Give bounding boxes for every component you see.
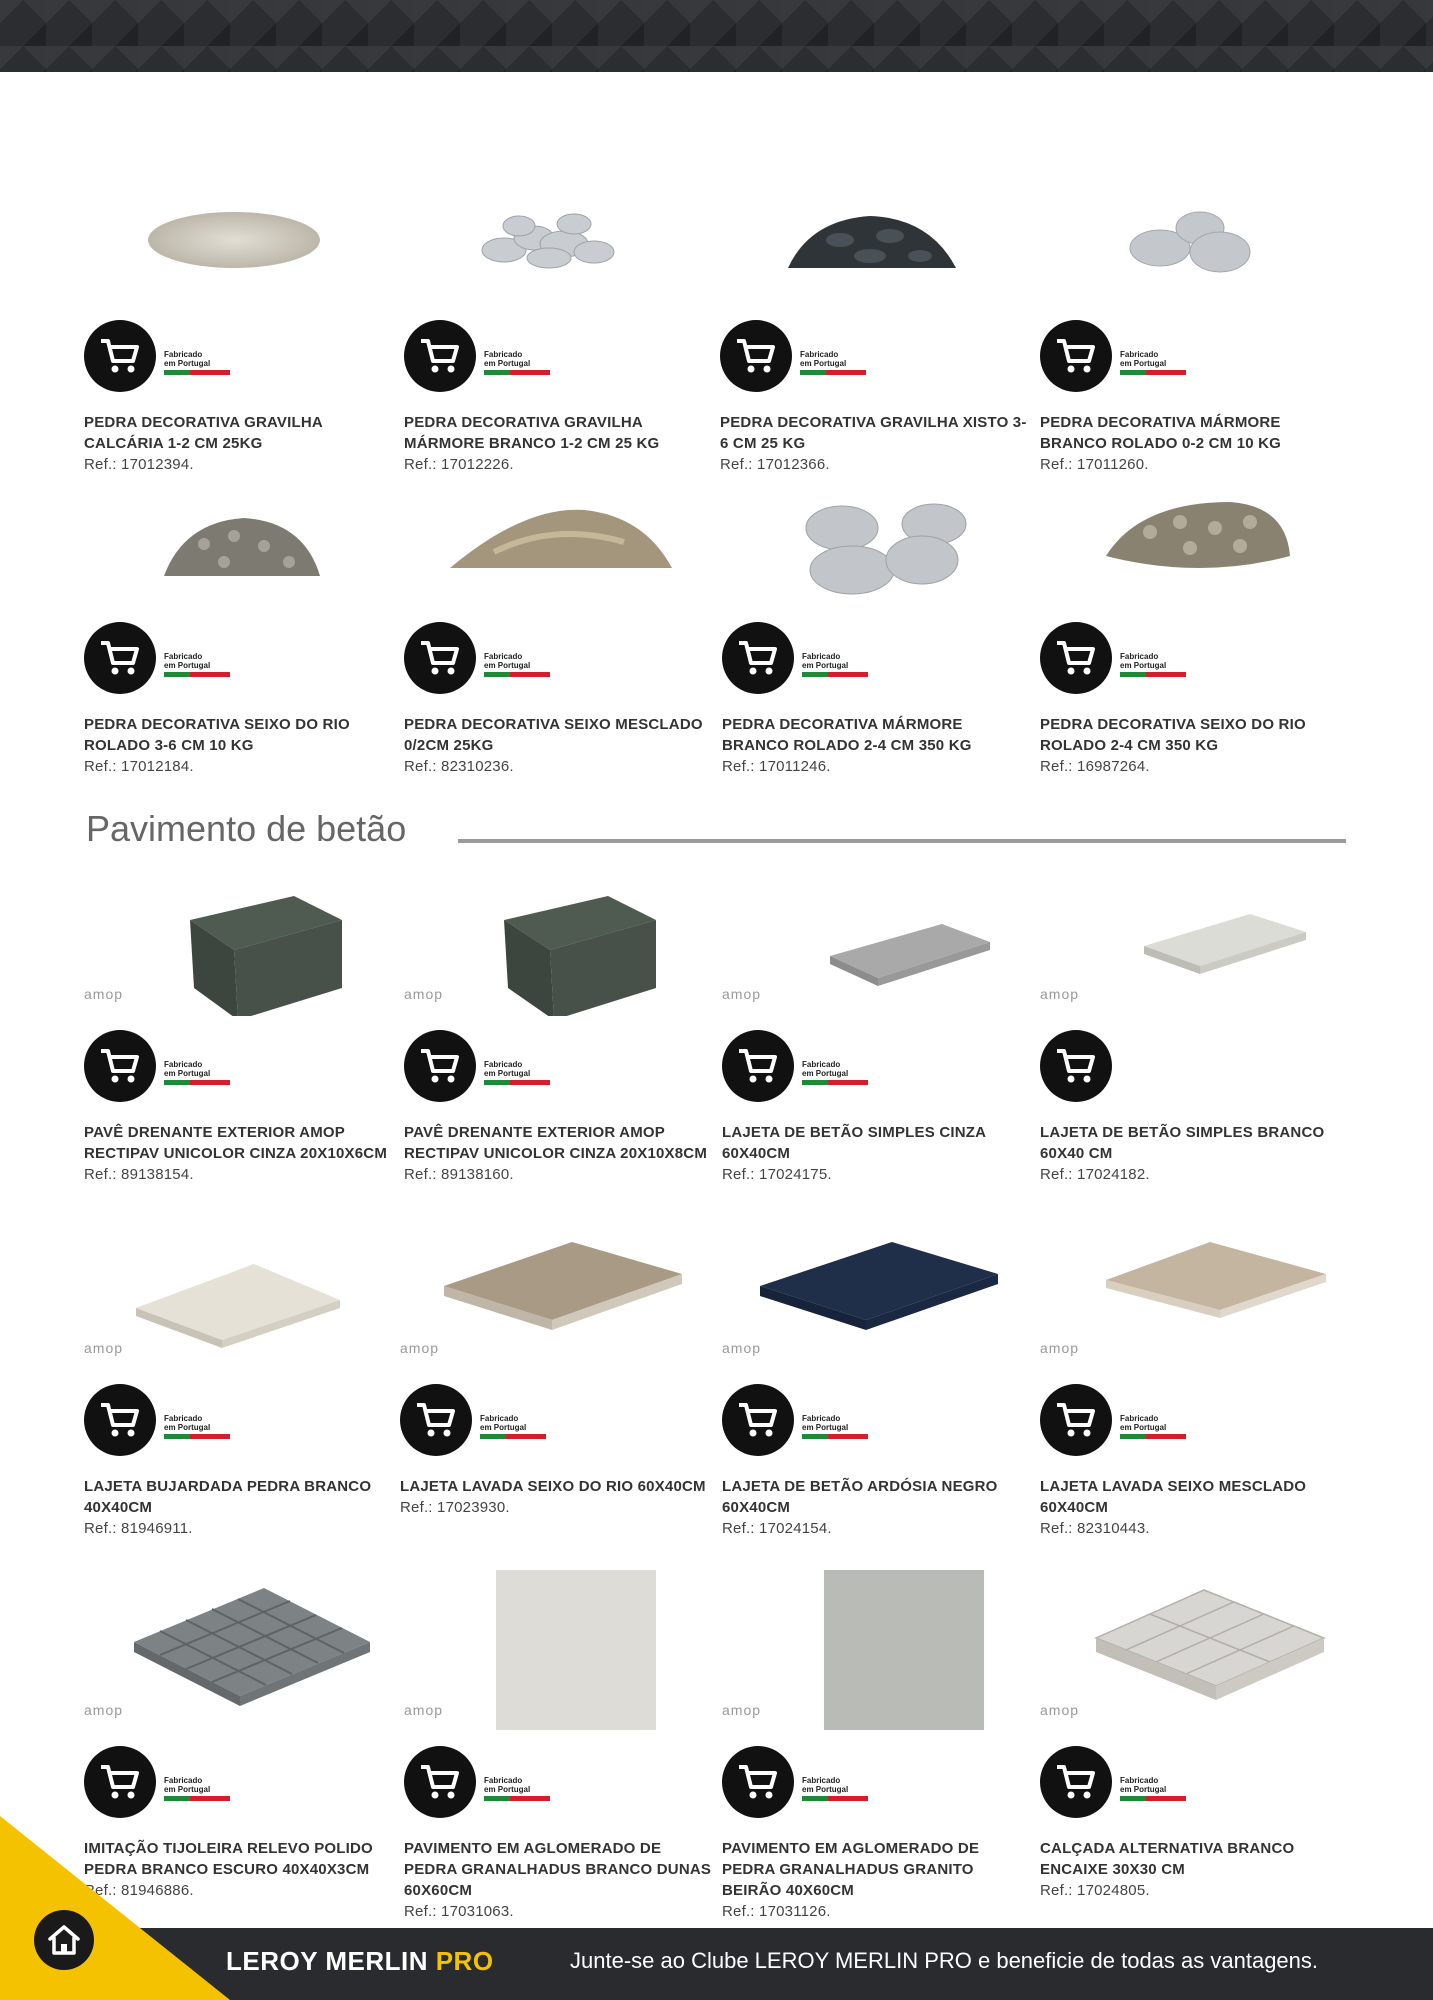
slab-image <box>1040 1242 1340 1362</box>
product-ref: Ref.: 82310443. <box>1040 1520 1150 1537</box>
product-ref: Ref.: 89138160. <box>404 1166 514 1183</box>
footer-accent-triangle <box>0 1816 230 2000</box>
amop-brand-logo: amop <box>400 1340 440 1356</box>
top-decorative-band <box>0 0 1433 72</box>
product-image <box>404 200 704 320</box>
product-image <box>1040 910 1340 1030</box>
product-card <box>1040 502 1340 775</box>
cart-icon <box>99 639 141 677</box>
product-ref: Ref.: 17011260. <box>1040 456 1149 473</box>
product-ref: Ref.: 16987264. <box>1040 758 1150 775</box>
product-card <box>400 1264 706 1534</box>
amop-brand-logo: amop <box>84 986 124 1002</box>
product-ref: Ref.: 17012366. <box>720 456 830 473</box>
product-image <box>404 502 704 622</box>
add-to-cart-button[interactable] <box>400 1384 472 1456</box>
gravel-pile-image <box>404 200 704 320</box>
add-to-cart-button[interactable] <box>404 320 476 392</box>
add-to-cart-button[interactable] <box>84 622 156 694</box>
product-image <box>722 502 1022 622</box>
amop-brand-logo: amop <box>84 1702 124 1718</box>
product-ref: Ref.: 17024175. <box>722 1166 832 1183</box>
gravel-pile-image <box>404 502 704 622</box>
section-divider <box>458 839 1346 843</box>
product-card <box>720 200 1027 473</box>
product-name: LAJETA DE BETÃO SIMPLES BRANCO 60X40 CM Ref.: 17024182. <box>1040 1124 1325 1183</box>
product-card <box>1040 1264 1340 1537</box>
product-card <box>84 910 388 1183</box>
made-in-portugal-badge: Fabricado em Portugal <box>164 1414 230 1439</box>
made-in-portugal-badge: Fabricado em Portugal <box>484 1060 550 1085</box>
product-card <box>1040 1626 1340 1899</box>
made-in-portugal-badge: Fabricado em Portugal <box>800 350 866 375</box>
product-ref: Ref.: 81946886. <box>84 1882 194 1899</box>
made-in-portugal-badge: Fabricado em Portugal <box>802 652 868 677</box>
add-to-cart-button[interactable] <box>722 622 794 694</box>
product-name: PAVÊ DRENANTE EXTERIOR AMOP RECTIPAV UNICOLOR CINZA 20X10X8CM Ref.: 89138160. <box>404 1124 708 1183</box>
product-image <box>1040 200 1340 320</box>
made-in-portugal-badge: Fabricado em Portugal <box>480 1414 546 1439</box>
made-in-portugal-badge: Fabricado em Portugal <box>1120 652 1186 677</box>
product-card <box>722 1264 1022 1537</box>
product-card <box>1040 200 1340 473</box>
product-card <box>722 910 1022 1183</box>
product-name: PEDRA DECORATIVA GRAVILHA CALCÁRIA 1-2 CM 25KG Ref.: 17012394. <box>84 414 323 473</box>
amop-brand-logo: amop <box>722 1340 762 1356</box>
add-to-cart-button[interactable] <box>1040 1746 1112 1818</box>
product-image <box>84 502 384 622</box>
product-image <box>400 1264 700 1384</box>
product-image <box>404 1626 704 1746</box>
product-name: PEDRA DECORATIVA SEIXO DO RIO ROLADO 2-4 CM 350 KG Ref.: 16987264. <box>1040 716 1306 775</box>
product-name: PEDRA DECORATIVA GRAVILHA XISTO 3-6 CM 25 KG Ref.: 17012366. <box>720 414 1027 473</box>
cart-icon <box>419 337 461 375</box>
product-name: PEDRA DECORATIVA MÁRMORE BRANCO ROLADO 0-2 CM 10 KG Ref.: 17011260. <box>1040 414 1282 473</box>
product-ref: Ref.: 17012226. <box>404 456 514 473</box>
amop-brand-logo: amop <box>1040 1340 1080 1356</box>
product-image <box>84 200 384 320</box>
product-ref: Ref.: 17012394. <box>84 456 194 473</box>
add-to-cart-button[interactable] <box>722 1746 794 1818</box>
product-name: IMITAÇÃO TIJOLEIRA RELEVO POLIDO PEDRA BRANCO ESCURO 40X40X3CM Ref.: 81946886. <box>84 1840 373 1899</box>
cart-icon <box>1055 1763 1097 1801</box>
product-ref: Ref.: 17024154. <box>722 1520 832 1537</box>
product-name: PEDRA DECORATIVA SEIXO MESCLADO 0/2CM 25KG Ref.: 82310236. <box>404 716 703 775</box>
made-in-portugal-badge: Fabricado em Portugal <box>164 350 230 375</box>
cart-icon <box>99 1047 141 1085</box>
cart-icon <box>735 337 777 375</box>
section-title: Pavimento de betão <box>86 808 407 849</box>
product-card <box>404 910 708 1183</box>
made-in-portugal-badge: Fabricado em Portugal <box>484 1776 550 1801</box>
product-name: LAJETA LAVADA SEIXO DO RIO 60X40CM Ref.: 17023930. <box>400 1478 706 1516</box>
product-name: PAVIMENTO EM AGLOMERADO DE PEDRA GRANALHADUS BRANCO DUNAS 60X60CM Ref.: 17031063. <box>404 1840 712 1920</box>
product-name: PEDRA DECORATIVA MÁRMORE BRANCO ROLADO 2-4 CM 350 KG Ref.: 17011246. <box>722 716 972 775</box>
cart-icon <box>419 639 461 677</box>
product-card <box>722 1626 1022 1920</box>
textured-tile-image <box>84 1572 384 1742</box>
pebbles-image <box>722 502 1022 622</box>
made-in-portugal-badge: Fabricado em Portugal <box>484 652 550 677</box>
made-in-portugal-badge: Fabricado em Portugal <box>1120 1414 1186 1439</box>
cart-icon <box>1055 1047 1097 1085</box>
cart-icon <box>1055 1401 1097 1439</box>
amop-brand-logo: amop <box>1040 986 1080 1002</box>
add-to-cart-button[interactable] <box>1040 320 1112 392</box>
product-image <box>722 1264 1022 1384</box>
add-to-cart-button[interactable] <box>84 1384 156 1456</box>
product-ref: Ref.: 17031063. <box>404 1903 514 1920</box>
made-in-portugal-badge: Fabricado em Portugal <box>1120 350 1186 375</box>
product-ref: Ref.: 81946911. <box>84 1520 193 1537</box>
product-image <box>1040 1626 1340 1746</box>
product-ref: Ref.: 17031126. <box>722 1903 831 1920</box>
cart-icon <box>1055 639 1097 677</box>
product-name: CALÇADA ALTERNATIVA BRANCO ENCAIXE 30X30 CM Ref.: 17024805. <box>1040 1840 1295 1899</box>
cart-icon <box>99 337 141 375</box>
amop-brand-logo: amop <box>1040 1702 1080 1718</box>
product-ref: Ref.: 17011246. <box>722 758 831 775</box>
made-in-portugal-badge: Fabricado em Portugal <box>802 1060 868 1085</box>
product-name: PEDRA DECORATIVA GRAVILHA MÁRMORE BRANCO 1-2 CM 25 KG Ref.: 17012226. <box>404 414 660 473</box>
product-ref: Ref.: 17012184. <box>84 758 194 775</box>
made-in-portugal-badge: Fabricado em Portugal <box>164 1060 230 1085</box>
add-to-cart-button[interactable] <box>84 320 156 392</box>
product-card <box>84 502 384 775</box>
product-image <box>84 910 384 1030</box>
add-to-cart-button[interactable] <box>404 622 476 694</box>
product-name: PAVÊ DRENANTE EXTERIOR AMOP RECTIPAV UNICOLOR CINZA 20X10X6CM Ref.: 89138154. <box>84 1124 388 1183</box>
product-image <box>722 910 1022 1030</box>
cart-icon <box>419 1047 461 1085</box>
square-tile-image <box>404 1570 704 1740</box>
cart-icon <box>737 1047 779 1085</box>
cart-icon <box>415 1401 457 1439</box>
product-name: PAVIMENTO EM AGLOMERADO DE PEDRA GRANALHADUS GRANITO BEIRÃO 40X60CM Ref.: 17031126. <box>722 1840 980 1920</box>
home-button[interactable] <box>34 1910 94 1970</box>
footer-slogan: Junte-se ao Clube LEROY MERLIN PRO e beneficie de todas as vantagens. <box>570 1948 1319 1973</box>
cart-icon <box>737 639 779 677</box>
cart-icon <box>1055 337 1097 375</box>
product-ref: Ref.: 17024805. <box>1040 1882 1150 1899</box>
product-image <box>1040 502 1340 622</box>
pebbles-image <box>1040 200 1340 320</box>
product-card <box>84 1264 384 1537</box>
cart-icon <box>99 1401 141 1439</box>
amop-brand-logo: amop <box>84 1340 124 1356</box>
slab-image <box>722 910 1022 1030</box>
paving-stones-image <box>1040 1578 1340 1748</box>
add-to-cart-button[interactable] <box>84 1030 156 1102</box>
cart-icon <box>737 1763 779 1801</box>
home-icon <box>46 1923 82 1957</box>
gravel-pile-image <box>84 200 384 320</box>
product-ref: Ref.: 17023930. <box>400 1499 510 1516</box>
product-name: LAJETA LAVADA SEIXO MESCLADO 60X40CM Ref.: 82310443. <box>1040 1478 1307 1537</box>
add-to-cart-button[interactable] <box>1040 1384 1112 1456</box>
made-in-portugal-badge: Fabricado em Portugal <box>164 652 230 677</box>
cart-icon <box>99 1763 141 1801</box>
add-to-cart-button[interactable] <box>404 1030 476 1102</box>
made-in-portugal-badge: Fabricado em Portugal <box>484 350 550 375</box>
paver-block-image <box>404 896 704 1016</box>
square-tile-image <box>722 1570 1022 1740</box>
add-to-cart-button[interactable] <box>1040 622 1112 694</box>
product-name: PEDRA DECORATIVA SEIXO DO RIO ROLADO 3-6 CM 10 KG Ref.: 17012184. <box>84 716 350 775</box>
add-to-cart-button[interactable] <box>84 1746 156 1818</box>
add-to-cart-button[interactable] <box>404 1746 476 1818</box>
gravel-pile-image <box>84 502 384 622</box>
slab-image <box>400 1242 700 1362</box>
made-in-portugal-badge: Fabricado em Portugal <box>164 1776 230 1801</box>
made-in-portugal-badge: Fabricado em Portugal <box>1120 1776 1186 1801</box>
product-image <box>722 1626 1022 1746</box>
product-ref: Ref.: 82310236. <box>404 758 514 775</box>
product-image <box>84 1264 384 1384</box>
add-to-cart-button[interactable] <box>720 320 792 392</box>
amop-brand-logo: amop <box>404 986 444 1002</box>
add-to-cart-button[interactable] <box>1040 1030 1112 1102</box>
made-in-portugal-badge: Fabricado em Portugal <box>802 1414 868 1439</box>
made-in-portugal-badge: Fabricado em Portugal <box>802 1776 868 1801</box>
product-card <box>404 502 704 775</box>
amop-brand-logo: amop <box>722 1702 762 1718</box>
product-card <box>722 502 1022 775</box>
slab-image <box>722 1242 1022 1362</box>
amop-brand-logo: amop <box>404 1702 444 1718</box>
paver-block-image <box>84 896 384 1016</box>
gravel-pile-image <box>1040 502 1340 622</box>
slab-image <box>84 1264 384 1384</box>
product-ref: Ref.: 89138154. <box>84 1166 194 1183</box>
product-ref: Ref.: 17024182. <box>1040 1166 1150 1183</box>
product-name: LAJETA DE BETÃO ARDÓSIA NEGRO 60X40CM Ref.: 17024154. <box>722 1478 998 1537</box>
product-card <box>84 200 384 473</box>
product-image <box>1040 1264 1340 1384</box>
product-name: LAJETA DE BETÃO SIMPLES CINZA 60X40CM Ref.: 17024175. <box>722 1124 986 1183</box>
cart-icon <box>737 1401 779 1439</box>
add-to-cart-button[interactable] <box>722 1384 794 1456</box>
product-card <box>404 1626 712 1920</box>
gravel-pile-image <box>720 200 1020 320</box>
slab-image <box>1040 910 1340 1030</box>
product-name: LAJETA BUJARDADA PEDRA BRANCO 40X40CM Ref.: 81946911. <box>84 1478 372 1537</box>
cart-icon <box>419 1763 461 1801</box>
product-card <box>1040 910 1340 1183</box>
product-image <box>404 910 704 1030</box>
product-image <box>84 1626 384 1746</box>
product-image <box>720 200 1020 320</box>
footer-brand: LEROY MERLIN PRO <box>226 1946 494 1976</box>
amop-brand-logo: amop <box>722 986 762 1002</box>
add-to-cart-button[interactable] <box>722 1030 794 1102</box>
product-card <box>404 200 704 473</box>
